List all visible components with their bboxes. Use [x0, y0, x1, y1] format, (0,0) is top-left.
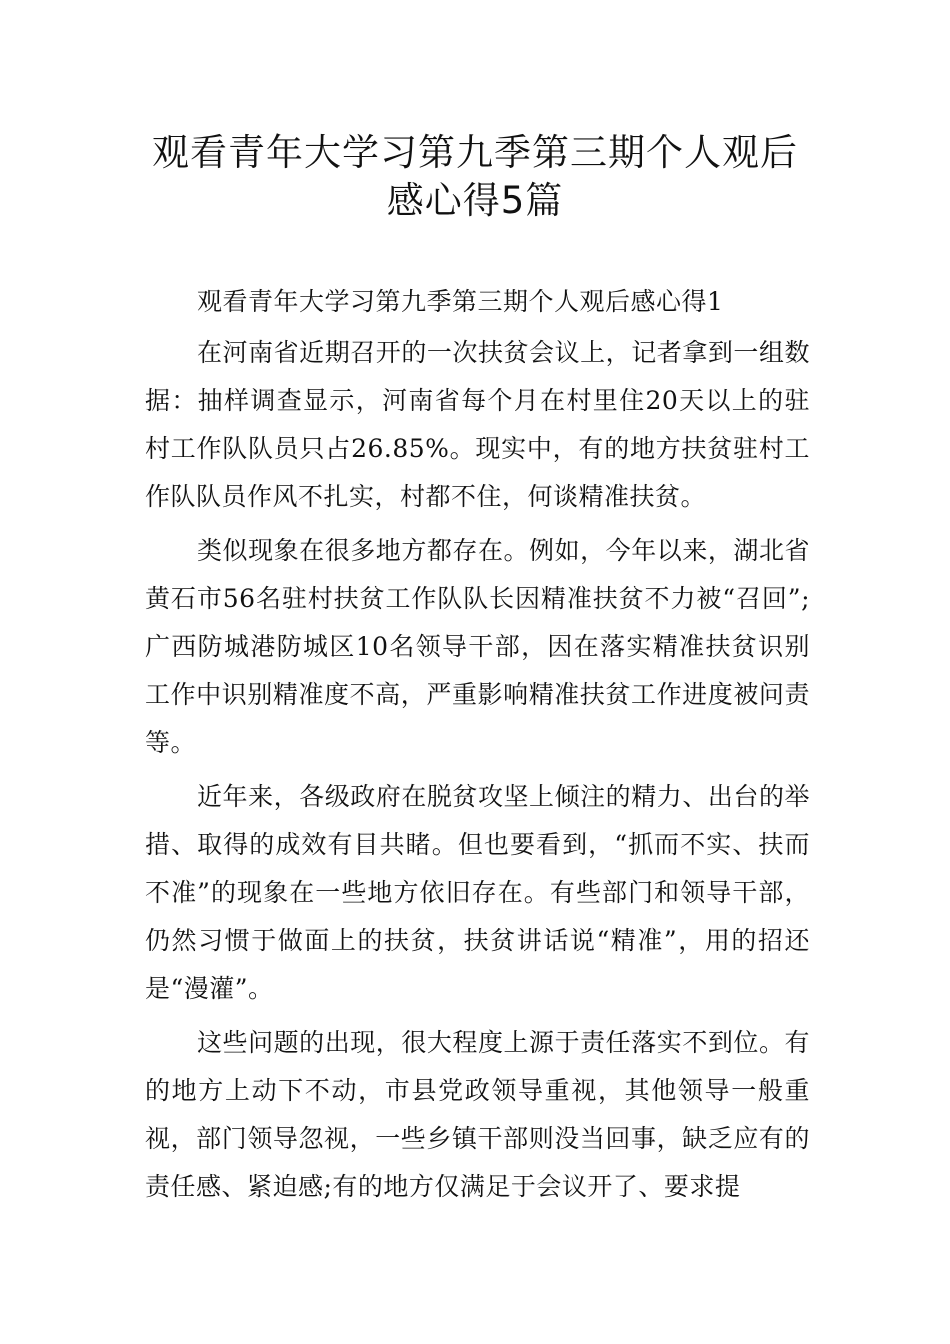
section-heading: 观看青年大学习第九季第三期个人观后感心得1 [197, 287, 724, 316]
paragraph: 在河南省近期召开的一次扶贫会议上，记者拿到一组数据：抽样调查显示，河南省每个月在村里住20天以上的驻村工作队队员只占26.85%。现实中，有的地方扶贫驻村工作队队员作风不扎实，村都不住，何谈精准扶贫。 [145, 338, 810, 511]
document-title-line-2: 感心得5篇 [386, 179, 564, 222]
document-body [145, 278, 810, 1217]
paragraph: 近年来，各级政府在脱贫攻坚上倾注的精力、出台的举措、取得的成效有目共睹。但也要看到，“抓而不实、扶而不准”的现象在一些地方依旧存在。有些部门和领导干部，仍然习惯于做面上的扶贫，扶贫讲话说“精准”，用的招还是“漫灌”。 [145, 782, 810, 1003]
document-title-line-1: 观看青年大学习第九季第三期个人观后 [152, 131, 798, 174]
paragraph: 类似现象在很多地方都存在。例如，今年以来，湖北省黄石市56名驻村扶贫工作队队长因精准扶贫不力被“召回”;广西防城港防城区10名领导干部，因在落实精准扶贫识别工作中识别精准度不高，严重影响精准扶贫工作进度被问责等。 [145, 536, 810, 757]
paragraph: 这些问题的出现，很大程度上源于责任落实不到位。有的地方上动下不动，市县党政领导重视，其他领导一般重视，部门领导忽视，一些乡镇干部则没当回事，缺乏应有的责任感、紧迫感;有的地方仅满足于会议开了、要求提 [145, 1028, 810, 1201]
